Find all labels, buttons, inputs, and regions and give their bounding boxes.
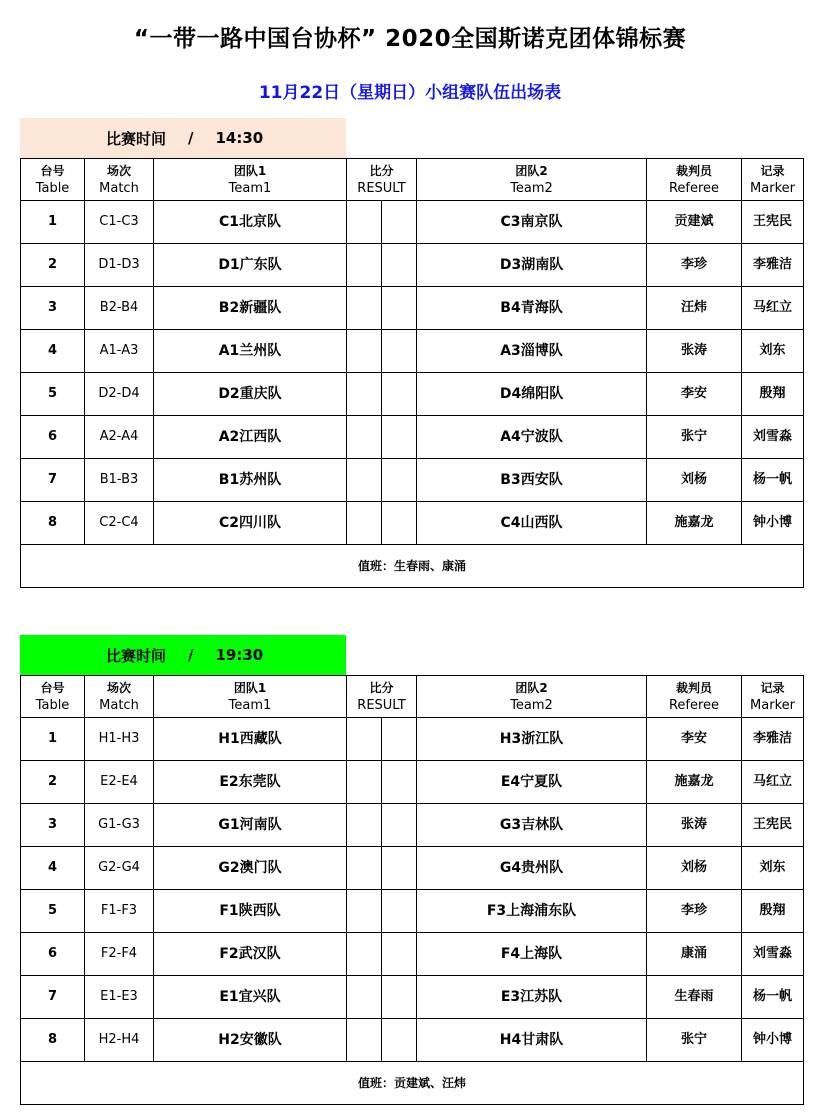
header-referee-en: Referee — [668, 180, 720, 196]
match-code-cell: F2-F4 — [85, 933, 154, 976]
result-score-1-cell — [347, 761, 382, 804]
team2-cell: B4青海队 — [417, 287, 647, 330]
table-number-cell: 8 — [21, 502, 85, 545]
result-score-2-cell — [382, 976, 417, 1019]
result-score-1-cell — [347, 804, 382, 847]
team1-cell: G2澳门队 — [154, 847, 347, 890]
result-score-1-cell — [347, 330, 382, 373]
session-time-separator: / — [188, 129, 194, 147]
table-number-cell: 5 — [21, 890, 85, 933]
header-team1-en: Team1 — [228, 697, 272, 713]
match-code-cell: B1-B3 — [85, 459, 154, 502]
result-score-2-cell — [382, 287, 417, 330]
team2-cell: G4贵州队 — [417, 847, 647, 890]
table-row — [21, 804, 804, 847]
header-team1-en: Team1 — [228, 180, 272, 196]
marker-cell: 马红立 — [742, 761, 804, 804]
header-team2-zh: 团队2 — [515, 680, 548, 695]
referee-cell: 张宁 — [647, 1019, 742, 1062]
match-code-cell: B2-B4 — [85, 287, 154, 330]
header-table — [21, 676, 85, 718]
table-number-cell: 7 — [21, 459, 85, 502]
header-match-en: Match — [99, 180, 139, 196]
marker-cell: 钟小博 — [742, 1019, 804, 1062]
result-score-2-cell — [382, 373, 417, 416]
referee-cell: 汪炜 — [647, 287, 742, 330]
match-code-cell: A2-A4 — [85, 416, 154, 459]
marker-cell: 刘东 — [742, 847, 804, 890]
header-referee — [647, 159, 742, 201]
table-number-cell: 3 — [21, 287, 85, 330]
result-score-2-cell — [382, 761, 417, 804]
table-number-cell: 4 — [21, 847, 85, 890]
header-referee-zh: 裁判员 — [676, 163, 713, 178]
marker-cell: 刘东 — [742, 330, 804, 373]
result-score-1-cell — [347, 933, 382, 976]
result-score-2-cell — [382, 1019, 417, 1062]
result-score-1-cell — [347, 1019, 382, 1062]
table-number-cell: 6 — [21, 933, 85, 976]
result-score-2-cell — [382, 847, 417, 890]
referee-cell: 李安 — [647, 373, 742, 416]
team2-cell: C4山西队 — [417, 502, 647, 545]
duty-staff: 值班：贡建斌、汪炜 — [21, 1062, 804, 1105]
team1-cell: F1陕西队 — [154, 890, 347, 933]
table-row — [21, 718, 804, 761]
team1-cell: H2安徽队 — [154, 1019, 347, 1062]
table-row — [21, 761, 804, 804]
result-score-2-cell — [382, 804, 417, 847]
team1-cell: F2武汉队 — [154, 933, 347, 976]
table-row — [21, 201, 804, 244]
referee-cell: 李珍 — [647, 890, 742, 933]
header-result — [347, 676, 417, 718]
header-result-en: RESULT — [357, 180, 406, 196]
marker-cell: 马红立 — [742, 287, 804, 330]
result-score-2-cell — [382, 502, 417, 545]
team1-cell: E1宜兴队 — [154, 976, 347, 1019]
header-result-en: RESULT — [357, 697, 406, 713]
table-row — [21, 373, 804, 416]
header-match — [85, 676, 154, 718]
match-code-cell: A1-A3 — [85, 330, 154, 373]
header-team1-zh: 团队1 — [233, 163, 267, 178]
table-number-cell: 3 — [21, 804, 85, 847]
result-score-2-cell — [382, 890, 417, 933]
header-match-zh: 场次 — [106, 680, 131, 695]
marker-cell: 王宪民 — [742, 804, 804, 847]
duty-row — [21, 545, 804, 588]
result-score-2-cell — [382, 201, 417, 244]
table-number-cell: 2 — [21, 761, 85, 804]
table-number-cell: 1 — [21, 201, 85, 244]
marker-cell: 杨一帆 — [742, 459, 804, 502]
header-result-zh: 比分 — [369, 163, 394, 178]
table-number-cell: 1 — [21, 718, 85, 761]
referee-cell: 张涛 — [647, 804, 742, 847]
match-code-cell: E2-E4 — [85, 761, 154, 804]
team2-cell: A3淄博队 — [417, 330, 647, 373]
match-code-cell: H1-H3 — [85, 718, 154, 761]
match-code-cell: D1-D3 — [85, 244, 154, 287]
table-row — [21, 287, 804, 330]
referee-cell: 施嘉龙 — [647, 761, 742, 804]
table-row — [21, 976, 804, 1019]
team2-cell: D3湖南队 — [417, 244, 647, 287]
session-time-value: 14:30 — [215, 129, 264, 147]
result-score-1-cell — [347, 718, 382, 761]
table-row — [21, 933, 804, 976]
result-score-1-cell — [347, 244, 382, 287]
team2-cell: G3吉林队 — [417, 804, 647, 847]
team1-cell: E2东莞队 — [154, 761, 347, 804]
result-score-1-cell — [347, 416, 382, 459]
result-score-1-cell — [347, 201, 382, 244]
table-row — [21, 1019, 804, 1062]
referee-cell: 刘杨 — [647, 847, 742, 890]
match-code-cell: F1-F3 — [85, 890, 154, 933]
session-time-separator: / — [188, 646, 194, 664]
team2-cell: B3西安队 — [417, 459, 647, 502]
team1-cell: A1兰州队 — [154, 330, 347, 373]
marker-cell: 王宪民 — [742, 201, 804, 244]
table-number-cell: 7 — [21, 976, 85, 1019]
team1-cell: C2四川队 — [154, 502, 347, 545]
referee-cell: 康涌 — [647, 933, 742, 976]
header-marker-zh: 记录 — [760, 680, 785, 695]
duty-row — [21, 1062, 804, 1105]
marker-cell: 李雅洁 — [742, 718, 804, 761]
header-referee-zh: 裁判员 — [676, 680, 713, 695]
result-score-1-cell — [347, 459, 382, 502]
marker-cell: 钟小博 — [742, 502, 804, 545]
result-score-2-cell — [382, 416, 417, 459]
match-code-cell: E1-E3 — [85, 976, 154, 1019]
header-marker — [742, 159, 804, 201]
session-time-label: 比赛时间 — [106, 646, 167, 665]
table-number-cell: 4 — [21, 330, 85, 373]
table-row — [21, 330, 804, 373]
table-row — [21, 847, 804, 890]
match-code-cell: G1-G3 — [85, 804, 154, 847]
result-score-2-cell — [382, 244, 417, 287]
result-score-1-cell — [347, 847, 382, 890]
header-team2-en: Team2 — [510, 180, 553, 196]
header-marker — [742, 676, 804, 718]
session-block — [20, 635, 803, 1105]
marker-cell: 殷翔 — [742, 890, 804, 933]
header-team1-zh: 团队1 — [233, 680, 267, 695]
header-team1 — [154, 159, 347, 201]
header-table-en: Table — [35, 697, 70, 713]
header-table — [21, 159, 85, 201]
session-time-label: 比赛时间 — [106, 129, 167, 148]
marker-cell: 杨一帆 — [742, 976, 804, 1019]
session-block — [20, 118, 803, 588]
team2-cell: D4绵阳队 — [417, 373, 647, 416]
duty-staff: 值班：生春雨、康涌 — [21, 545, 804, 588]
table-row — [21, 502, 804, 545]
page-title: “一带一路中国台协杯” 2020全国斯诺克团体锦标赛 — [133, 26, 687, 52]
match-code-cell: C2-C4 — [85, 502, 154, 545]
table-row — [21, 416, 804, 459]
result-score-1-cell — [347, 502, 382, 545]
header-table-zh: 台号 — [40, 163, 65, 178]
header-result-zh: 比分 — [369, 680, 394, 695]
table-number-cell: 5 — [21, 373, 85, 416]
table-row — [21, 890, 804, 933]
team2-cell: E4宁夏队 — [417, 761, 647, 804]
session-time-bar — [20, 635, 346, 675]
header-referee — [647, 676, 742, 718]
team2-cell: E3江苏队 — [417, 976, 647, 1019]
header-team2 — [417, 676, 647, 718]
table-row — [21, 459, 804, 502]
referee-cell: 李安 — [647, 718, 742, 761]
header-marker-zh: 记录 — [760, 163, 785, 178]
team2-cell: F4上海队 — [417, 933, 647, 976]
header-table-en: Table — [35, 180, 70, 196]
team1-cell: D2重庆队 — [154, 373, 347, 416]
team2-cell: C3南京队 — [417, 201, 647, 244]
result-score-1-cell — [347, 373, 382, 416]
team1-cell: B2新疆队 — [154, 287, 347, 330]
team1-cell: A2江西队 — [154, 416, 347, 459]
referee-cell: 生春雨 — [647, 976, 742, 1019]
session-time-bar — [20, 118, 346, 158]
header-table-zh: 台号 — [40, 680, 65, 695]
session-time-value: 19:30 — [215, 646, 264, 664]
referee-cell: 贡建斌 — [647, 201, 742, 244]
result-score-2-cell — [382, 718, 417, 761]
match-code-cell: C1-C3 — [85, 201, 154, 244]
result-score-2-cell — [382, 459, 417, 502]
header-marker-en: Marker — [750, 697, 795, 713]
team1-cell: H1西藏队 — [154, 718, 347, 761]
referee-cell: 施嘉龙 — [647, 502, 742, 545]
header-team2-en: Team2 — [510, 697, 553, 713]
team1-cell: D1广东队 — [154, 244, 347, 287]
schedule-table — [20, 158, 804, 588]
referee-cell: 张宁 — [647, 416, 742, 459]
match-code-cell: G2-G4 — [85, 847, 154, 890]
result-score-1-cell — [347, 976, 382, 1019]
referee-cell: 张涛 — [647, 330, 742, 373]
team2-cell: A4宁波队 — [417, 416, 647, 459]
marker-cell: 刘雪淼 — [742, 416, 804, 459]
table-header-row — [21, 676, 804, 718]
team1-cell: B1苏州队 — [154, 459, 347, 502]
table-number-cell: 2 — [21, 244, 85, 287]
result-score-1-cell — [347, 890, 382, 933]
team2-cell: F3上海浦东队 — [417, 890, 647, 933]
referee-cell: 李珍 — [647, 244, 742, 287]
header-marker-en: Marker — [750, 180, 795, 196]
referee-cell: 刘杨 — [647, 459, 742, 502]
header-team2-zh: 团队2 — [515, 163, 548, 178]
schedule-table — [20, 675, 804, 1105]
header-match-en: Match — [99, 697, 139, 713]
table-row — [21, 244, 804, 287]
page-subtitle: 11月22日（星期日）小组赛队伍出场表 — [258, 83, 562, 103]
team1-cell: G1河南队 — [154, 804, 347, 847]
marker-cell: 殷翔 — [742, 373, 804, 416]
team2-cell: H3浙江队 — [417, 718, 647, 761]
table-number-cell: 8 — [21, 1019, 85, 1062]
header-result — [347, 159, 417, 201]
result-score-2-cell — [382, 933, 417, 976]
result-score-2-cell — [382, 330, 417, 373]
team2-cell: H4甘肃队 — [417, 1019, 647, 1062]
header-team1 — [154, 676, 347, 718]
marker-cell: 刘雪淼 — [742, 933, 804, 976]
table-header-row — [21, 159, 804, 201]
header-match — [85, 159, 154, 201]
marker-cell: 李雅洁 — [742, 244, 804, 287]
header-team2 — [417, 159, 647, 201]
match-code-cell: H2-H4 — [85, 1019, 154, 1062]
table-number-cell: 6 — [21, 416, 85, 459]
match-code-cell: D2-D4 — [85, 373, 154, 416]
header-match-zh: 场次 — [106, 163, 131, 178]
team1-cell: C1北京队 — [154, 201, 347, 244]
result-score-1-cell — [347, 287, 382, 330]
header-referee-en: Referee — [668, 697, 720, 713]
